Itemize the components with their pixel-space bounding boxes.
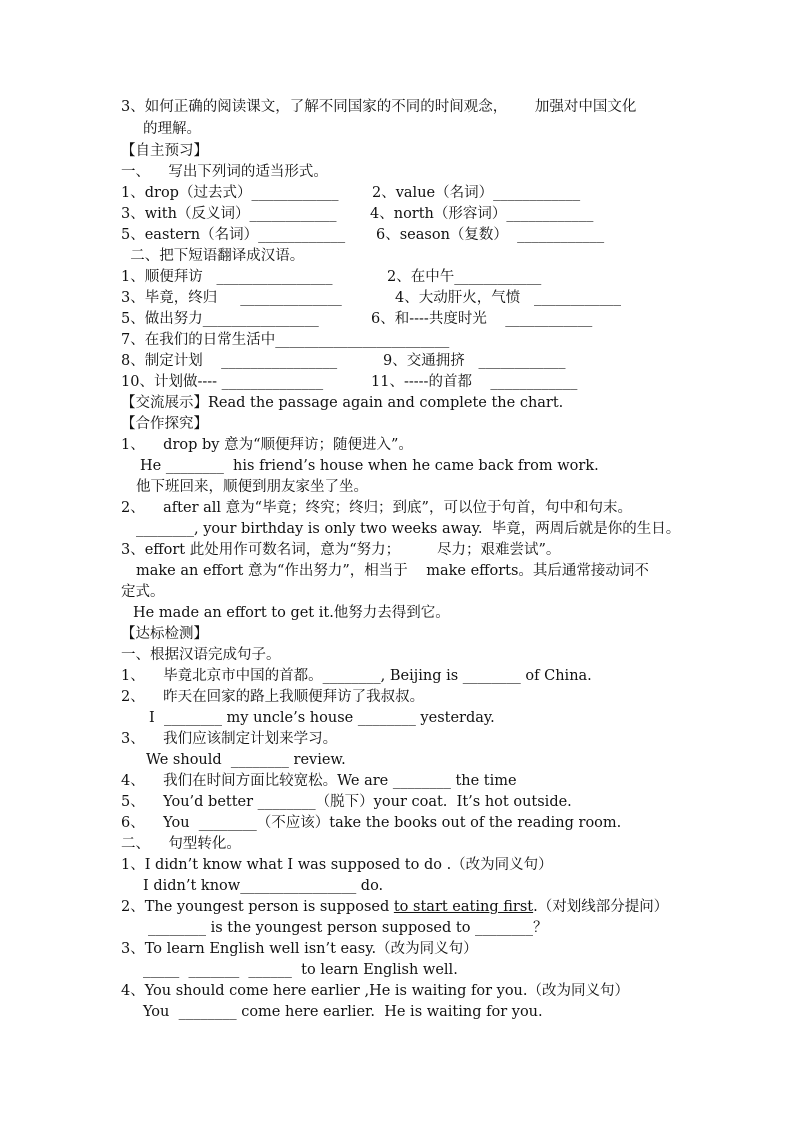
line-text: make an effort 意为“作出努力”，相当于 make efforts。其后通常接动词不 xyxy=(136,563,649,579)
text-line xyxy=(121,540,560,560)
line-item-left: 1、drop（过去式）____________ xyxy=(121,185,339,201)
line-text: 【自主预习】 xyxy=(121,143,208,159)
line-text: 4、 我们在时间方面比较宽松。We are ________ the time xyxy=(121,773,517,789)
line-text: 3、如何正确的阅读课文，了解不同国家的不同的时间观念， 加强对中国文化 xyxy=(121,99,637,115)
line-text: You ________ come here earlier. He is waiting for you. xyxy=(143,1004,543,1020)
text-line xyxy=(143,960,458,980)
line-text: 2、The youngest person is supposed xyxy=(121,899,394,915)
text-line xyxy=(143,119,201,139)
line-text: 2、 after all 意为“毕竟；终究；终归；到底”，可以位于句首，句中和句末。 xyxy=(121,500,632,516)
line-text: 1、 drop by 意为“顺便拜访；随便进入”。 xyxy=(121,437,413,453)
line-text: 7、在我们的日常生活中________________________ xyxy=(121,332,450,348)
text-line xyxy=(136,477,368,497)
line-text: ________, your birthday is only two weeks away. 毕竟，两周后就是你的生日。 xyxy=(136,521,681,537)
text-line xyxy=(121,162,328,182)
underlined-phrase: to start eating first xyxy=(393,899,534,915)
line-text: 3、effort 此处用作可数名词，意为“努力； 尽力；艰难尝试”。 xyxy=(121,542,561,558)
line-text: I ________ my uncle’s house ________ yesterday. xyxy=(149,710,495,726)
text-line xyxy=(121,771,517,791)
text-line xyxy=(121,582,165,602)
text-line xyxy=(146,750,346,770)
line-item-left: 3、毕竟，终归 ______________ xyxy=(121,290,342,306)
line-text: 一、 写出下列词的适当形式。 xyxy=(121,164,328,180)
line-item-left: 5、做出努力________________ xyxy=(121,311,319,327)
text-line xyxy=(121,939,478,959)
line-item-right: 4、大动肝火，气愤 ____________ xyxy=(395,290,622,306)
line-item-left: 1、顺便拜访 ________________ xyxy=(121,269,333,285)
line-text: 定式。 xyxy=(121,584,165,600)
text-line xyxy=(121,897,668,917)
line-text: 【合作探究】 xyxy=(121,416,208,432)
text-line xyxy=(121,645,281,665)
text-line xyxy=(133,603,450,623)
line-text: 1、 毕竟北京市中国的首都。________, Beijing is ________ of China. xyxy=(121,668,592,684)
text-line xyxy=(149,708,495,728)
text-line xyxy=(121,687,424,707)
text-line xyxy=(121,141,208,161)
text-line xyxy=(121,97,636,117)
text-line xyxy=(136,561,649,581)
text-line xyxy=(121,330,449,350)
line-text: He made an effort to get it.他努力去得到它。 xyxy=(133,605,450,621)
text-line xyxy=(121,855,553,875)
line-text: .（对划线部分提问） xyxy=(533,899,669,915)
text-line xyxy=(121,834,241,854)
line-text: 二、把下短语翻译成汉语。 xyxy=(121,248,305,264)
text-line xyxy=(121,435,413,455)
text-line xyxy=(136,519,680,539)
text-line xyxy=(140,456,599,476)
line-text: 5、 You’d better ________（脱下）your coat. It’s hot outside. xyxy=(121,794,572,810)
text-line xyxy=(121,981,629,1001)
line-text: 2、 昨天在回家的路上我顺便拜访了我叔叔。 xyxy=(121,689,425,705)
text-line xyxy=(121,729,337,749)
text-line xyxy=(121,246,304,266)
line-text: 【达标检测】 xyxy=(121,626,208,642)
line-item-right: 4、north（形容词）____________ xyxy=(370,206,594,222)
line-text: He ________ his friend’s house when he came back from work. xyxy=(140,458,599,474)
text-line xyxy=(121,624,208,644)
line-item-left: 5、eastern（名词）____________ xyxy=(121,227,346,243)
line-text: 3、 我们应该制定计划来学习。 xyxy=(121,731,338,747)
line-text: ________ is the youngest person supposed to ________？ xyxy=(148,920,548,936)
line-text: 【交流展示】Read the passage again and complete the chart. xyxy=(121,395,564,411)
text-line xyxy=(148,918,548,938)
line-item-right: 2、在中午____________ xyxy=(387,269,542,285)
text-line xyxy=(121,813,621,833)
line-item-left: 3、with（反义词）____________ xyxy=(121,206,337,222)
line-text: 的理解。 xyxy=(143,121,201,137)
line-item-left: 10、计划做---- ______________ xyxy=(121,374,324,390)
line-text: 二、 句型转化。 xyxy=(121,836,241,852)
line-item-right: 6、season（复数） ____________ xyxy=(376,227,605,243)
text-line xyxy=(121,792,572,812)
line-item-right: 9、交通拥挤 ____________ xyxy=(383,353,566,369)
line-text: I didn’t know________________ do. xyxy=(143,878,384,894)
line-text: 1、I didn’t know what I was supposed to do .（改为同义句） xyxy=(121,857,553,873)
line-text: 他下班回来，顺便到朋友家坐了坐。 xyxy=(136,479,368,495)
line-text: 4、You should come here earlier ,He is waiting for you.（改为同义句） xyxy=(121,983,630,999)
line-text: _____ _______ ______ to learn English well. xyxy=(143,962,458,978)
text-line xyxy=(143,1002,543,1022)
line-text: 6、 You ________（不应该）take the books out of the reading room. xyxy=(121,815,622,831)
text-line xyxy=(143,876,383,896)
text-line xyxy=(121,498,632,518)
line-item-left: 8、制定计划 ________________ xyxy=(121,353,338,369)
line-text: 3、To learn English well isn’t easy.（改为同义句） xyxy=(121,941,478,957)
text-line xyxy=(121,393,563,413)
text-line xyxy=(121,414,208,434)
line-item-right: 2、value（名词）____________ xyxy=(372,185,581,201)
text-line xyxy=(121,666,592,686)
line-text: 一、根据汉语完成句子。 xyxy=(121,647,281,663)
line-item-right: 11、-----的首都 ____________ xyxy=(371,374,578,390)
line-item-right: 6、和----共度时光 ____________ xyxy=(371,311,593,327)
line-text: We should ________ review. xyxy=(146,752,346,768)
